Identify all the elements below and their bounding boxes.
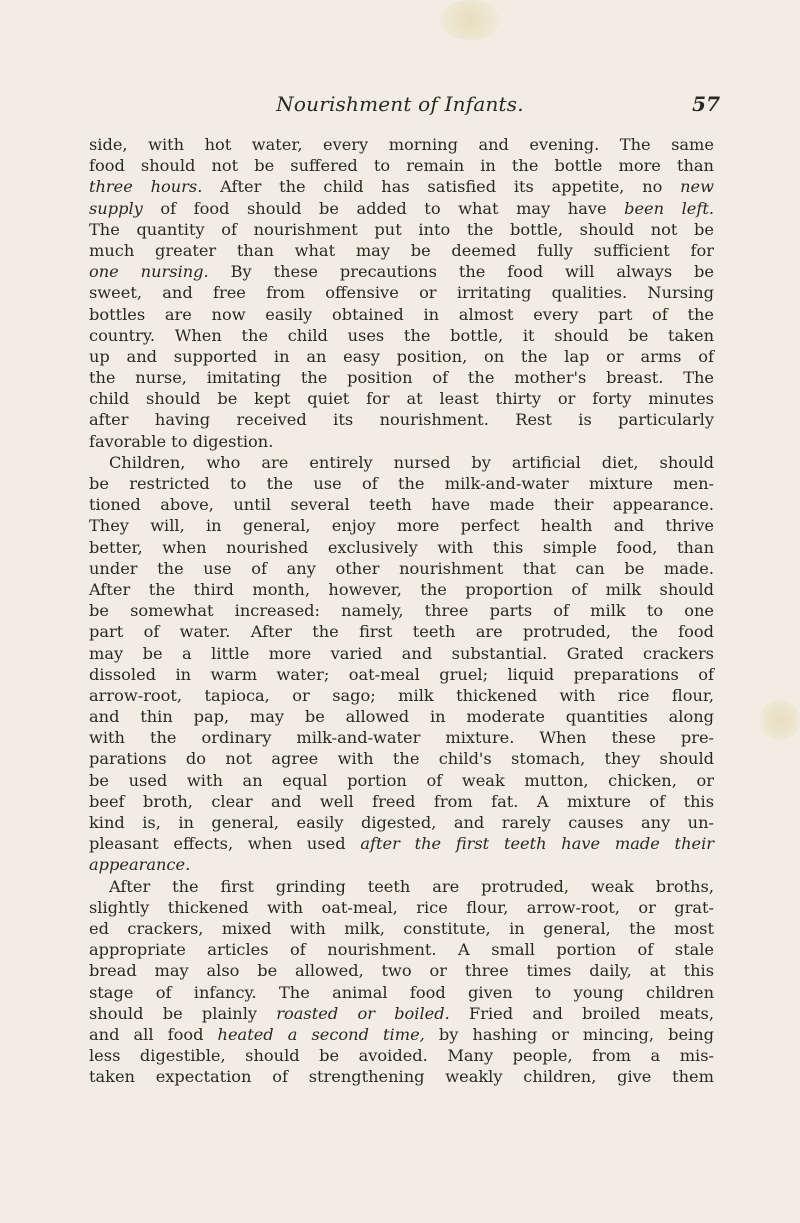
text-run: part of water. After the first teeth are protruded, the food bbox=[89, 622, 714, 642]
text-run: the nurse, imitating the position of the mother's breast. The bbox=[89, 368, 714, 388]
text-run: Children, who are entirely nursed by artificial diet, should bbox=[109, 452, 714, 472]
text-line bbox=[89, 770, 714, 791]
text-line bbox=[89, 685, 714, 706]
text-line bbox=[89, 494, 714, 515]
text-line bbox=[89, 431, 714, 452]
text-run: The quantity of nourishment put into the bottle, should not be bbox=[89, 219, 714, 239]
text-run: sweet, and free from offensive or irritating qualities. Nursing bbox=[89, 283, 714, 303]
text-run: slightly thickened with oat-meal, rice flour, arrow-root, or grat- bbox=[89, 897, 714, 917]
text-run: parations do not agree with the child's stomach, they should bbox=[89, 749, 714, 769]
text-line bbox=[89, 388, 714, 409]
italic-run: roasted or boiled. bbox=[276, 1003, 450, 1023]
text-line bbox=[89, 409, 714, 430]
text-line bbox=[89, 537, 714, 558]
text-line bbox=[89, 748, 714, 769]
text-line bbox=[89, 367, 714, 388]
text-run: bottles are now easily obtained in almost every part of the bbox=[89, 304, 714, 324]
text-run: By these precautions the food will always be bbox=[208, 262, 714, 282]
text-line bbox=[89, 176, 714, 197]
text-line bbox=[89, 854, 714, 875]
text-line bbox=[89, 664, 714, 685]
italic-run: supply bbox=[89, 198, 143, 218]
text-line bbox=[89, 939, 714, 960]
italic-run: three hours. bbox=[89, 177, 203, 197]
text-line bbox=[89, 304, 714, 325]
page-number: 57 bbox=[692, 92, 720, 116]
text-run: side, with hot water, every morning and evening. The same bbox=[89, 135, 714, 154]
text-run: less digestible, should be avoided. Many people, from a mis- bbox=[89, 1046, 714, 1066]
text-run: They will, in general, enjoy more perfect health and thrive bbox=[89, 516, 714, 536]
text-run: taken expectation of strengthening weakly children, give them bbox=[89, 1067, 714, 1087]
text-run: stage of infancy. The animal food given to young children bbox=[89, 982, 714, 1002]
text-line bbox=[89, 1003, 714, 1024]
text-run: and all food bbox=[89, 1024, 218, 1044]
text-run: dissoled in warm water; oat-meal gruel; liquid preparations of bbox=[89, 664, 714, 684]
text-run: After the first grinding teeth are protruded, weak broths, bbox=[109, 876, 714, 896]
text-run: bread may also be allowed, two or three times daily, at this bbox=[89, 961, 714, 981]
text-line bbox=[89, 219, 714, 240]
text-line bbox=[89, 579, 714, 600]
text-run: may be a little more varied and substantial. Grated crackers bbox=[89, 643, 714, 663]
text-line bbox=[89, 621, 714, 642]
text-line bbox=[89, 600, 714, 621]
text-line bbox=[89, 727, 714, 748]
text-line bbox=[89, 1066, 714, 1087]
italic-run: appearance. bbox=[89, 855, 191, 875]
text-run: food should not be suffered to remain in the bottle more than bbox=[89, 156, 714, 176]
italic-run: been left. bbox=[624, 198, 714, 218]
italic-run: one nursing. bbox=[89, 262, 209, 282]
text-run: ed crackers, mixed with milk, constitute, in general, the most bbox=[89, 918, 714, 938]
text-run: be somewhat increased: namely, three parts of milk to one bbox=[89, 601, 714, 621]
page-header bbox=[0, 92, 800, 120]
text-line bbox=[89, 1024, 714, 1045]
text-run: favorable to digestion. bbox=[89, 431, 274, 451]
text-line bbox=[89, 918, 714, 939]
text-run: be used with an equal portion of weak mutton, chicken, or bbox=[89, 770, 714, 790]
text-line bbox=[89, 261, 714, 282]
running-title: Nourishment of Infants. bbox=[276, 92, 524, 116]
text-run: pleasant effects, when used bbox=[89, 834, 361, 854]
text-run: country. When the child uses the bottle, it should be taken bbox=[89, 325, 714, 345]
text-line bbox=[89, 706, 714, 727]
text-line bbox=[89, 452, 714, 473]
text-run: After the third month, however, the proportion of milk should bbox=[89, 579, 714, 599]
text-line bbox=[89, 876, 714, 897]
text-line bbox=[89, 1045, 714, 1066]
text-line bbox=[89, 515, 714, 536]
text-line bbox=[89, 134, 714, 155]
text-run: of food should be added to what may have bbox=[142, 198, 625, 218]
text-line bbox=[89, 897, 714, 918]
text-run: with the ordinary milk-and-water mixture. When these pre- bbox=[89, 728, 714, 748]
text-line bbox=[89, 643, 714, 664]
text-run: kind is, in general, easily digested, and rarely causes any un- bbox=[89, 813, 714, 832]
text-line bbox=[89, 812, 714, 833]
text-run: and thin pap, may be allowed in moderate quantities along bbox=[89, 707, 714, 727]
text-line bbox=[89, 155, 714, 176]
text-line bbox=[89, 960, 714, 981]
text-line bbox=[89, 833, 714, 854]
text-run: after having received its nourishment. Rest is particularly bbox=[89, 410, 714, 430]
text-run: After the child has satisfied its appetite, no bbox=[202, 177, 681, 197]
text-line bbox=[89, 473, 714, 494]
paper-stain bbox=[440, 0, 500, 40]
text-line bbox=[89, 558, 714, 579]
text-run: should be plainly bbox=[89, 1003, 277, 1023]
text-line bbox=[89, 240, 714, 261]
text-run: beef broth, clear and well freed from fat. A mixture of this bbox=[89, 791, 714, 811]
text-run: by hashing or mincing, being bbox=[424, 1024, 715, 1044]
italic-run: after the first teeth have made their bbox=[360, 834, 714, 854]
text-line bbox=[89, 346, 714, 367]
text-line bbox=[89, 198, 714, 219]
text-run: better, when nourished exclusively with this simple food, than bbox=[89, 537, 714, 557]
text-run: under the use of any other nourishment that can be made. bbox=[89, 558, 714, 578]
text-line bbox=[89, 325, 714, 346]
text-run: much greater than what may be deemed fully sufficient for bbox=[89, 240, 714, 260]
text-run: child should be kept quiet for at least thirty or forty minutes bbox=[89, 389, 714, 409]
text-line bbox=[89, 982, 714, 1003]
body-text bbox=[89, 134, 714, 1087]
text-line bbox=[89, 791, 714, 812]
text-run: up and supported in an easy position, on the lap or arms of bbox=[89, 346, 714, 366]
text-run: Fried and broiled meats, bbox=[449, 1003, 715, 1023]
text-run: tioned above, until several teeth have made their appearance. bbox=[89, 495, 714, 515]
text-run: appropriate articles of nourishment. A small portion of stale bbox=[89, 940, 714, 960]
paper-stain bbox=[760, 700, 800, 740]
text-line bbox=[89, 282, 714, 303]
italic-run: new bbox=[680, 177, 714, 197]
text-run: arrow-root, tapioca, or sago; milk thickened with rice flour, bbox=[89, 685, 714, 705]
text-run: be restricted to the use of the milk-and-water mixture men- bbox=[89, 474, 714, 493]
italic-run: heated a second time, bbox=[217, 1024, 425, 1044]
